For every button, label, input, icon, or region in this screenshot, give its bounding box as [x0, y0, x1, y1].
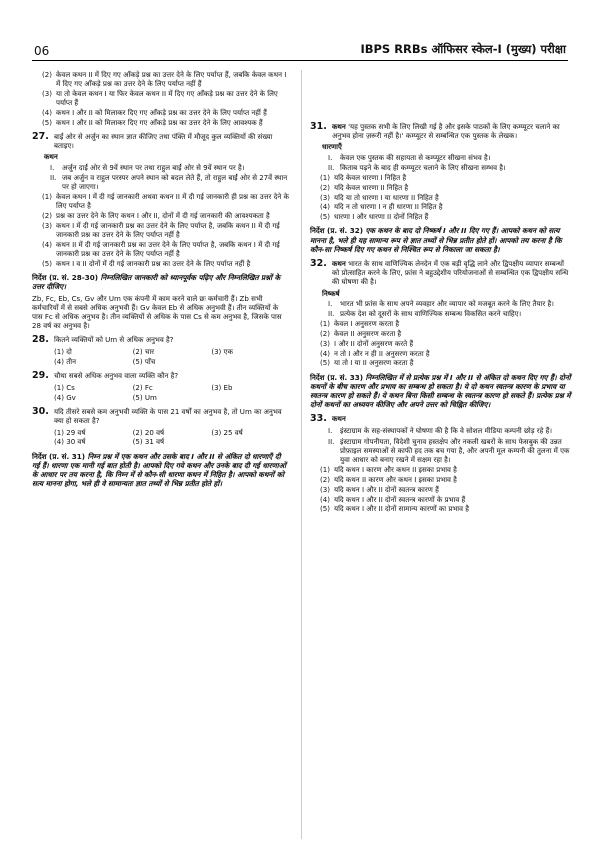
left-column	[32, 70, 290, 490]
option: (3) कथन I में दी गई जानकारी प्रश्न का उत्तर देने के लिए पर्याप्त है, जबकि कथन II में दी गई जानकारी प्रश्न का उत्तर देने के लिए पर्याप्त नहीं है	[42, 221, 280, 240]
option: (2) यदि केवल धारणा II निहित है	[320, 182, 409, 192]
question-29: 29. चौथा सबसे अधिक अनुभव वाला व्यक्ति कौन है?	[32, 370, 179, 382]
question-32: 32. कथन भारत के साथ वाणिज्यिक लेनदेन में एक बड़ी वृद्धि लाने और द्विपक्षीय व्यापार सम्बन्धों को प्रोत्साहित करने के लिए, फ्रांस ने बहुउद्देशीय परियोजनाओं से सम्बन्धित एक द्विपक्षीय सन्धि की घोषणा की है।	[310, 258, 569, 287]
question-28: 28. कितने व्यक्तियों को Um से अधिक अनुभव है?	[32, 334, 174, 346]
running-title: IBPS RRBs ऑफिसर स्केल-I (मुख्य) परीक्षा	[360, 42, 566, 56]
option: (4) कथन I और II को मिलाकर दिए गए आँकड़े प्रश्न का उत्तर देने के लिए पर्याप्त नहीं हैं	[42, 108, 267, 117]
options-grid: (1) 29 वर्ष (2) 20 वर्ष (3) 25 वर्ष (4) 30 वर्ष (5) 31 वर्ष	[54, 427, 243, 447]
assumptions-label: धारणाएँ	[322, 142, 342, 152]
option: (1) केवल कथन I में दी गई जानकारी अथवा कथन II में दी गई जानकारी ही प्रश्न का उत्तर देने के लिए पर्याप्त है	[42, 192, 289, 211]
statements-label: कथन	[44, 152, 58, 162]
question-31: 31. कथन 'यह पुस्तक सभी के लिए लिखी गई है और इसके पाठकों के लिए कम्प्यूटर चलाने का अनुभव होना ज़रूरी नहीं है।' कम्प्यूटर से सम्बन्धित एक पुस्तक के लेखक।	[310, 121, 560, 141]
page-number: 06	[34, 44, 50, 58]
direction-32: निर्देश (प्र. सं. 32) एक कथन के बाद दो निष्कर्ष I और II दिए गए हैं। आपको कथन को सत्य मानना है, भले ही यह सामान्य रूप से ज्ञात तथ्यों से भिन्न प्रतीत होते हों। आपको तय करना है कि कौन-सा निष्कर्ष दिए गए कथन से निश्चित रूप से निकाला जा सकता है।	[310, 226, 562, 254]
page-header	[0, 0, 600, 64]
option: (5) या तो I या II अनुसरण करता है	[320, 358, 414, 368]
statement: I. अर्जुन दाईं ओर से 9वें स्थान पर तथा राहुल बाईं ओर से 9वें स्थान पर है।	[50, 162, 245, 172]
statement: II. जब अर्जुन व राहुल परस्पर अपने स्थान को बदल लेते हैं, तो राहुल बाईं ओर से 27वें स्थान पर हो जाएगा।	[50, 172, 288, 192]
option: (5) यदि कथन I और II दोनों सामान्य कारणों का प्रभाव है	[320, 504, 470, 514]
direction-28-30: निर्देश (प्र. सं. 28-30) निम्नलिखित जानकारी को ध्यानपूर्वक पढ़िए और निम्नलिखित प्रश्नों के उत्तर दीजिए।	[32, 273, 281, 292]
column-divider	[301, 70, 302, 839]
statement: II. किताब पढ़ने के बाद ही कम्प्यूटर चलाने के लिए सीखना सम्भव है।	[328, 162, 506, 172]
option: (3) यदि या तो धारणा I या धारणा II निहित है	[320, 192, 439, 202]
passage: Zb, Fc, Eb, Cs, Gv और Um एक कंपनी में काम करने वाले छः कर्मचारी हैं। Zb सभी कर्मचारियों में से सबसे अधिक अनुभवी हैं। Gv केवल Eb से अधिक अनुभवी हैं। तीन व्यक्तियों के पास Fc से अधिक अनुभव है। तीन व्यक्तियों से अधिक के पास Cs से कम अनुभव है, जिसके पास 28 वर्ष का अनुभव है।	[32, 293, 282, 331]
statement: I. भारत भी फ्रांस के साथ अपने व्यवहार और व्यापार को मजबूत करने के लिए तैयार है।	[328, 298, 554, 308]
option: (3) I और II दोनों अनुसरण करते हैं	[320, 338, 414, 348]
option: (4) कथन II में दी गई जानकारी प्रश्न का उत्तर देने के लिए पर्याप्त है, जबकि कथन I में दी गई जानकारी प्रश्न का उत्तर देने के लिए पर्याप्त नहीं है	[42, 240, 280, 259]
options-grid: (1) Cs (2) Fc (3) Eb (4) Gv (5) Um	[54, 383, 233, 403]
right-column	[310, 70, 572, 514]
option: (4) न तो I और न ही II अनुसरण करता है	[320, 348, 430, 358]
question-text: बाईं ओर से अर्जुन का स्थान ज्ञात कीजिए तथा पंक्ति में मौजूद कुल व्यक्तियों की संख्या बताइए।	[54, 132, 273, 151]
statement: I. इंस्टाग्राम के सह-संस्थापकों ने घोषणा की है कि वे सोशल मीडिया कम्पनी छोड़ रहे हैं।	[328, 426, 553, 436]
conclusions-label: निष्कर्ष	[322, 288, 340, 298]
option: (3) या तो केवल कथन I या फिर केवल कथन II में दिए गए आँकड़े प्रश्न का उत्तर देने के लिए पर्याप्त हैं	[42, 89, 278, 108]
statement: II. इंस्टाग्राम गोपनीयता, विदेशी चुनाव हस्तक्षेप और नकली खबरों के साथ फेसबुक की उन्नत प्रोफ़ाइल समस्याओं से काफी हद तक बच गया है, और अपनी मूल कम्पनी की तुलना में एक युवा आधार को बनाए रखने में सक्षम रहा है।	[328, 436, 570, 465]
header-rule	[32, 60, 568, 61]
question-number: 27.	[32, 131, 49, 142]
option: (2) केवल II अनुसरण करता है	[320, 329, 402, 339]
option: (5) कथन I व II दोनों में दी गई जानकारी प्रश्न का उत्तर देने के लिए पर्याप्त नहीं है	[42, 259, 251, 269]
statement: I. केवल एक पुस्तक की सहायता से कम्प्यूटर सीखना संभव है।	[328, 152, 491, 162]
option: (1) यदि केवल धारणा I निहित है	[320, 173, 407, 183]
question-33: 33. कथन	[310, 413, 346, 425]
option: (1) केवल I अनुसरण करता है	[320, 319, 400, 329]
option: (5) धारणा I और धारणा II दोनों निहित हैं	[320, 212, 429, 222]
option: (2) यदि कथन II कारण और कथन I इसका प्रभाव है	[320, 475, 457, 485]
option: (5) कथन I और II को मिलाकर दिए गए आँकड़े प्रश्न का उत्तर देने के लिए आवश्यक हैं	[42, 117, 263, 127]
option: (4) यदि न तो धारणा I न ही धारणा II निहित है	[320, 202, 443, 212]
question-30: 30. यदि तीसरे सबसे कम अनुभवी व्यक्ति के पास 21 वर्षों का अनुभव है, तो Um का अनुभव क्या हो सकता है?	[32, 406, 282, 426]
option: (1) यदि कथन I कारण और कथन II इसका प्रभाव है	[320, 465, 457, 475]
option: (4) यदि कथन I और II दोनों स्वतन्त्र कारणों के प्रभाव हैं	[320, 494, 466, 504]
question-27	[32, 132, 290, 150]
option: (2) केवल कथन II में दिए गए आँकड़े प्रश्न का उत्तर देने के लिए पर्याप्त हैं, जबकि केवल कथन I में दिए गए आँकड़े प्रश्न का उत्तर देने के लिए पर्याप्त नहीं हैं	[42, 70, 287, 89]
options-grid: (1) दो (2) चार (3) एक (4) तीन (5) पाँच	[54, 347, 233, 367]
option: (2) प्रश्न का उत्तर देने के लिए कथन I और II, दोनों में दी गई जानकारी की आवश्यकता है	[42, 211, 270, 221]
statement: II. प्रत्येक देश को दूसरों के साथ वाणिज्यिक सम्बन्ध विकसित करने चाहिए।	[328, 309, 522, 319]
direction-31: निर्देश (प्र. सं. 31) निम्न प्रश्न में एक कथन और उसके बाद I और II से अंकित दो धारणाएँ दी गई हैं। धारणा एक मानी गई बात होती है। आपको दिए गये कथन और उनके बाद दी गई धारणाओं के आधार पर तय करना है, कि निम्न में से कौन-सी धारणा कथन में निहित है। आपको कथनों को सत्य मानना होगा, भले ही वे सामान्यतः ज्ञात तथ्यों से भिन्न प्रतीत होते हों।	[32, 451, 286, 489]
option: (3) यदि कथन I और II दोनों स्वतन्त्र कारण हैं	[320, 484, 439, 494]
q26-continued-options	[32, 70, 290, 127]
direction-33: निर्देश (प्र. सं. 33) निम्नलिखित में से प्रत्येक प्रश्न में I और II से अंकित दो कथन दिए गए हैं। दोनों कथनों के बीच कारण और प्रभाव का सम्बन्ध हो सकता है। ये दो कथन स्वतन्त्र कारण के प्रभाव या स्वतन्त्र कारण हो सकते हैं। ये कथन बिना किसी सम्बन्ध के स्वतन्त्र कारण हो सकते हैं। प्रत्येक प्रश्न में दोनों कथनों का अध्ययन कीजिए और अपने उत्तर को चिह्नित कीजिए।	[310, 372, 571, 410]
